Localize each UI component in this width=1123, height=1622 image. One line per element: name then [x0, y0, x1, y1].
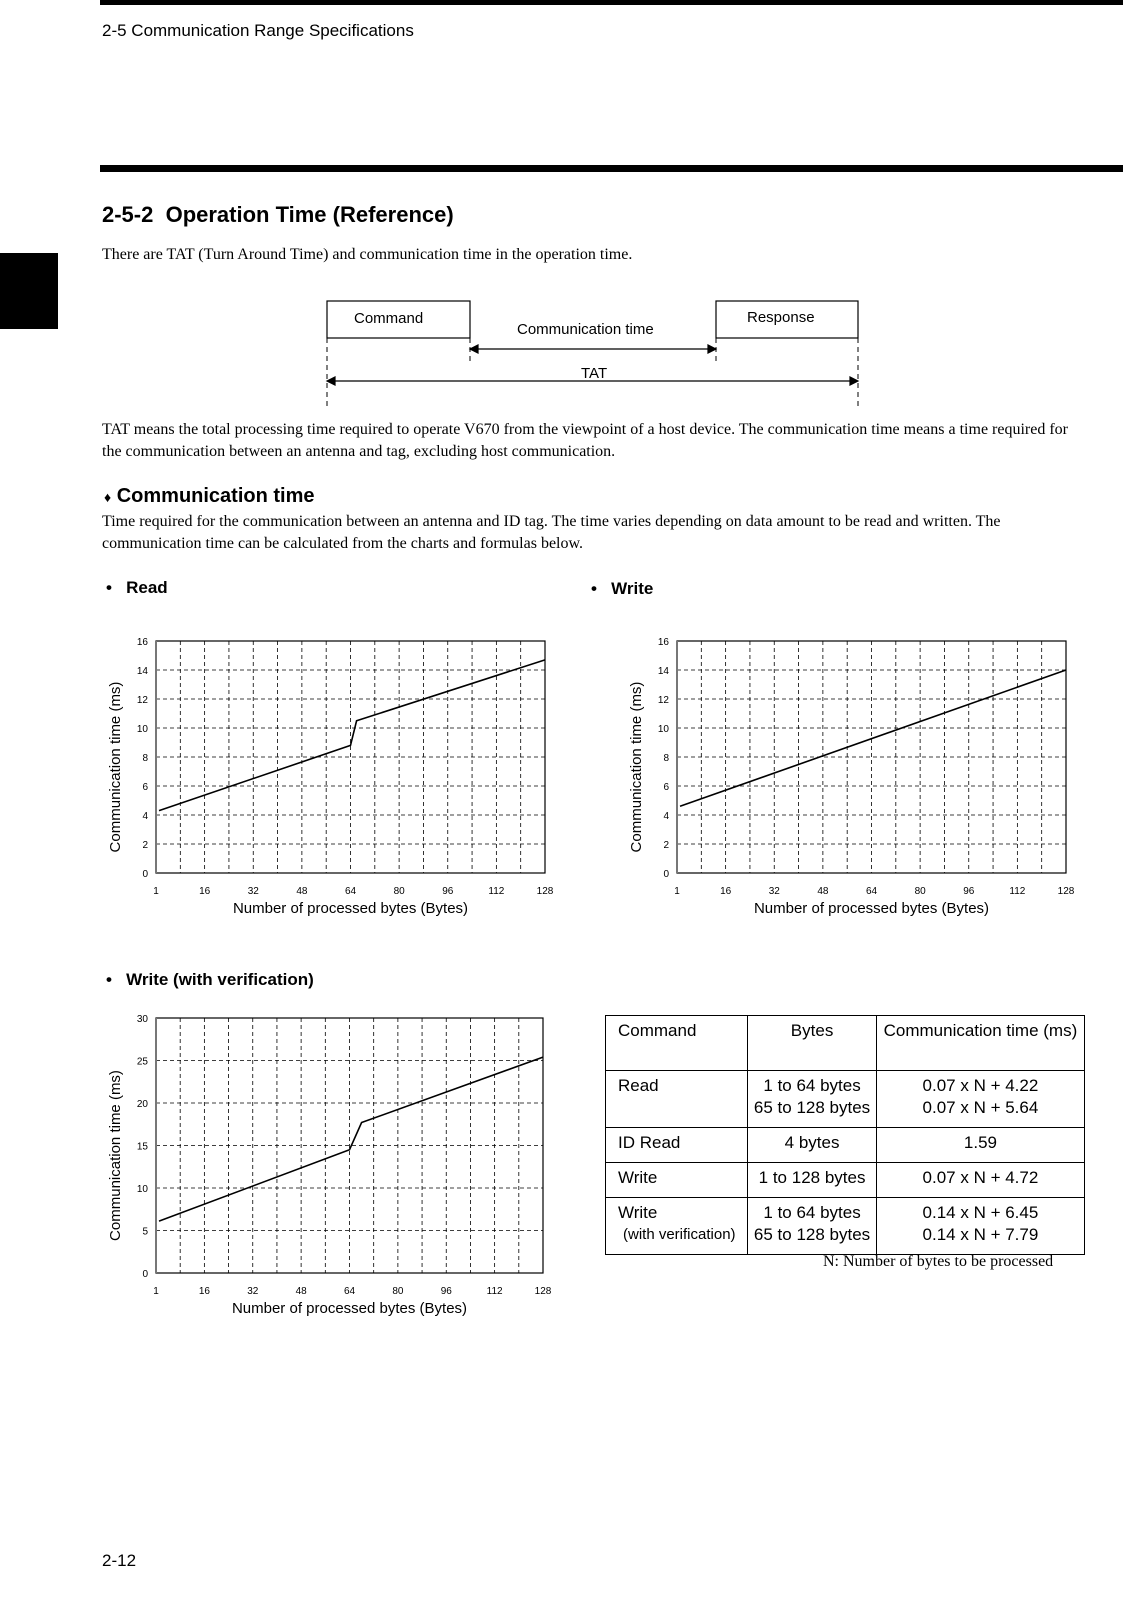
- comm-heading-text: Communication time: [116, 485, 315, 507]
- cell-command: ID Read: [606, 1128, 748, 1163]
- x-tick-label: 48: [296, 886, 308, 897]
- page-number: 2-12: [102, 1551, 137, 1570]
- y-tick-label: 2: [663, 840, 669, 851]
- y-tick-label: 12: [657, 695, 669, 706]
- table-row: [606, 1163, 1085, 1198]
- y-axis-label: Communication time (ms): [628, 681, 645, 853]
- x-tick-label: 16: [199, 886, 211, 897]
- x-tick-label: 96: [963, 886, 975, 897]
- x-tick-label: 112: [486, 1286, 503, 1297]
- y-tick-label: 8: [142, 753, 148, 764]
- y-tick-label: 20: [136, 1099, 148, 1110]
- y-tick-label: 14: [136, 666, 148, 677]
- header-bytes: Bytes: [748, 1016, 877, 1071]
- section-title: 2-5-2 Operation Time (Reference): [102, 202, 454, 227]
- cell-time: 1.59: [876, 1128, 1084, 1163]
- y-axis-label: Communication time (ms): [107, 681, 124, 853]
- table-note: N: Number of bytes to be processed: [823, 1253, 1054, 1270]
- cell-time: 0.07 x N + 4.72: [876, 1163, 1084, 1198]
- y-tick-label: 0: [142, 869, 148, 880]
- x-tick-label: 64: [865, 886, 878, 897]
- y-tick-label: 30: [136, 1014, 148, 1025]
- running-header: 2-5 Communication Range Specifications: [102, 21, 414, 40]
- x-tick-label: 48: [817, 886, 829, 897]
- x-tick-label: 80: [392, 1286, 404, 1297]
- x-tick-label: 96: [442, 886, 454, 897]
- comm-time-table: [605, 1015, 1085, 1255]
- y-tick-label: 12: [136, 695, 148, 706]
- x-axis-label: Number of processed bytes (Bytes): [753, 900, 990, 917]
- x-tick-label: 64: [344, 886, 357, 897]
- command-label: Command: [354, 310, 424, 327]
- cell-command: Read: [606, 1071, 748, 1128]
- series-line: [159, 660, 545, 811]
- y-tick-label: 25: [136, 1056, 148, 1068]
- x-tick-label: 32: [247, 886, 259, 897]
- tat-label: TAT: [581, 365, 608, 382]
- read-chart: [107, 637, 554, 917]
- x-tick-label: 128: [1057, 886, 1075, 897]
- diamond-bullet-icon: ♦: [104, 489, 112, 505]
- cell-time: 0.07 x N + 4.22 0.07 x N + 5.64: [876, 1071, 1084, 1128]
- x-tick-label: 1: [674, 886, 680, 897]
- comm-description: Time required for the communication between an antenna and ID tag. The time varies depending on data amount to be read and written. The communication time can be calculated from the charts and formulas below.: [102, 513, 1001, 552]
- y-tick-label: 10: [136, 1184, 148, 1195]
- write-chart: [628, 637, 1075, 917]
- table-header-row: [606, 1016, 1085, 1071]
- x-axis-label: Number of processed bytes (Bytes): [231, 1300, 468, 1317]
- bullet-write-verify: • Write (with verification): [106, 970, 314, 989]
- cell-bytes: 1 to 64 bytes 65 to 128 bytes: [748, 1071, 877, 1128]
- response-label: Response: [747, 309, 815, 326]
- cell-bytes: 1 to 64 bytes 65 to 128 bytes: [748, 1198, 877, 1255]
- y-tick-label: 10: [136, 724, 148, 735]
- x-tick-label: 80: [393, 886, 405, 897]
- y-tick-label: 6: [142, 782, 148, 793]
- y-tick-label: 0: [663, 869, 669, 880]
- cell-command: Write: [606, 1163, 748, 1198]
- x-tick-label: 112: [1009, 886, 1026, 897]
- x-tick-label: 32: [247, 1286, 259, 1297]
- table-row: [606, 1128, 1085, 1163]
- comm-time-label: Communication time: [517, 321, 654, 338]
- x-tick-label: 64: [343, 1286, 356, 1297]
- x-tick-label: 16: [198, 1286, 210, 1297]
- x-tick-label: 128: [534, 1286, 552, 1297]
- cell-bytes: 4 bytes: [748, 1128, 877, 1163]
- header-time: Communication time (ms): [876, 1016, 1084, 1071]
- x-tick-label: 16: [720, 886, 732, 897]
- x-tick-label: 96: [440, 1286, 452, 1297]
- y-tick-label: 6: [663, 782, 669, 793]
- header-command: Command: [606, 1016, 748, 1071]
- cell-command: Write (with verification): [606, 1198, 748, 1255]
- x-axis-label: Number of processed bytes (Bytes): [232, 900, 469, 917]
- table-row: [606, 1071, 1085, 1128]
- tat-description: TAT means the total processing time required to operate V670 from the viewpoint of a host device. The communication time means a time required for the communication between an antenna and tag, excluding host communication.: [102, 421, 1068, 460]
- x-tick-label: 112: [488, 886, 505, 897]
- y-tick-label: 4: [663, 811, 669, 822]
- y-tick-label: 14: [657, 666, 669, 677]
- y-tick-label: 16: [136, 637, 148, 648]
- x-tick-label: 128: [536, 886, 554, 897]
- bullet-write: • Write: [591, 579, 654, 598]
- y-tick-label: 5: [142, 1226, 148, 1238]
- series-line: [159, 1057, 543, 1221]
- y-tick-label: 15: [136, 1141, 148, 1153]
- cell-bytes: 1 to 128 bytes: [748, 1163, 877, 1198]
- intro-text: There are TAT (Turn Around Time) and communication time in the operation time.: [102, 246, 633, 263]
- y-tick-label: 2: [142, 840, 148, 851]
- y-tick-label: 4: [142, 811, 148, 822]
- x-tick-label: 32: [768, 886, 780, 897]
- y-tick-label: 8: [663, 753, 669, 764]
- x-tick-label: 1: [153, 886, 159, 897]
- x-tick-label: 1: [153, 1286, 159, 1297]
- bullet-read: • Read: [106, 578, 168, 597]
- y-tick-label: 16: [657, 637, 669, 648]
- write-verify-chart: [107, 1014, 552, 1317]
- cell-time: 0.14 x N + 6.45 0.14 x N + 7.79: [876, 1198, 1084, 1255]
- table-row: [606, 1198, 1085, 1255]
- y-axis-label: Communication time (ms): [107, 1070, 124, 1241]
- y-tick-label: 10: [657, 724, 669, 735]
- x-tick-label: 48: [295, 1286, 307, 1297]
- x-tick-label: 80: [914, 886, 926, 897]
- y-tick-label: 0: [142, 1269, 148, 1280]
